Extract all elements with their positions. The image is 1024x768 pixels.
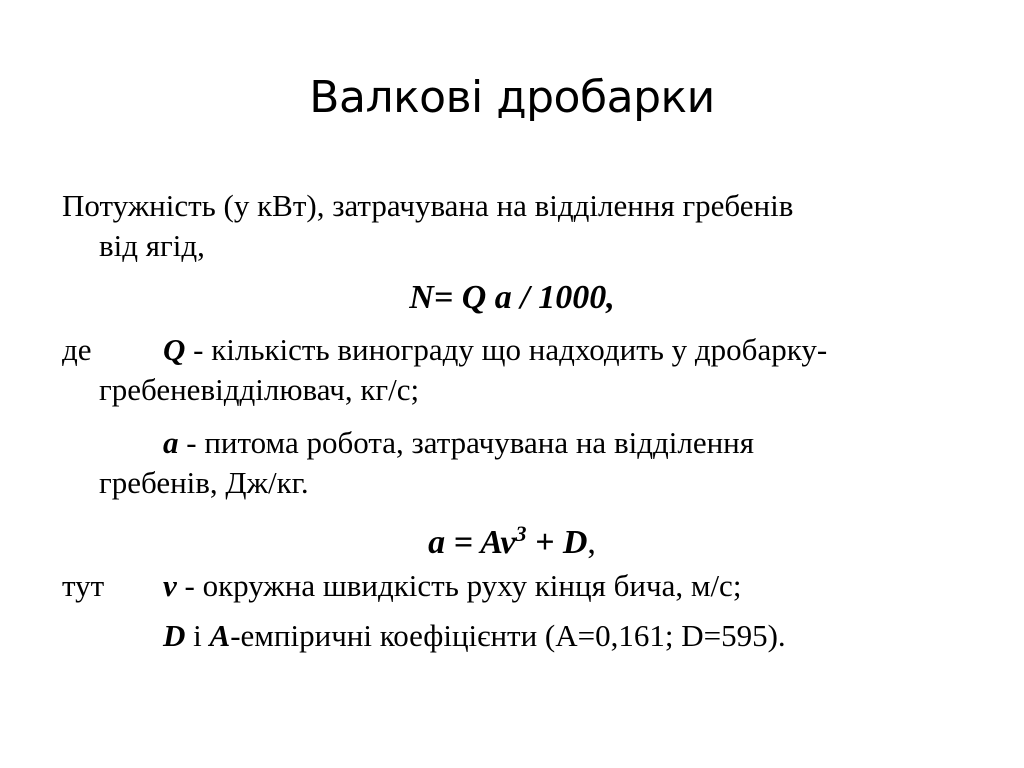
work-formula-comma: , xyxy=(587,524,596,561)
v-desc: - окружна швидкість руху кінця бича, м/с; xyxy=(176,568,742,603)
v-definition xyxy=(163,566,741,606)
q-desc-line-1: - кількість винограду що надходить у дробарку- xyxy=(185,332,828,367)
work-formula-exponent: 3 xyxy=(515,521,527,546)
a-definition-line-1 xyxy=(163,423,754,463)
coefficients-definition xyxy=(163,616,786,656)
q-symbol: Q xyxy=(163,332,186,367)
v-symbol: v xyxy=(163,568,177,603)
power-formula: N= Q a / 1000, xyxy=(409,279,615,316)
intro-line-1: Потужність (у кВт), затрачувана на відділення гребенів xyxy=(62,188,794,223)
coef-desc: -емпіричні коефіцієнти (А=0,161; D=595). xyxy=(230,618,786,653)
q-definition-line-1 xyxy=(163,330,827,370)
a-desc-line-2: гребенів, Дж/кг. xyxy=(99,465,309,500)
q-desc-line-2: гребеневідділювач, кг/с; xyxy=(99,372,420,407)
a-symbol: a xyxy=(163,425,179,460)
d-symbol: D xyxy=(163,618,186,653)
and-word: і xyxy=(185,618,210,653)
here-label: тут xyxy=(62,568,105,603)
work-formula-left: a = Av xyxy=(428,524,516,561)
work-formula-right: + D xyxy=(526,524,588,561)
intro-line-2: від ягід, xyxy=(99,228,205,263)
coef-a-symbol: A xyxy=(209,618,231,653)
a-desc-line-1: - питома робота, затрачувана на відділення xyxy=(178,425,755,460)
where-label: де xyxy=(62,332,92,367)
slide-title: Валкові дробарки xyxy=(309,72,715,123)
work-formula xyxy=(0,512,1024,565)
